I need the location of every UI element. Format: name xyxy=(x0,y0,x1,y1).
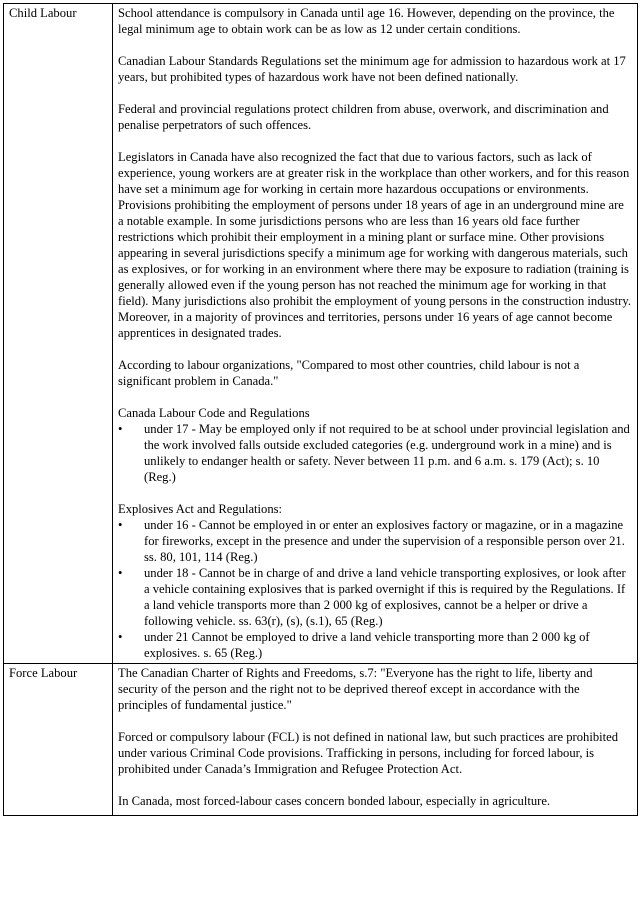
list-item-text: under 21 Cannot be employed to drive a land vehicle transporting more than 2 000 kg of explosives. s. 65 (Reg.) xyxy=(144,630,590,660)
paragraph-federal-provincial: Federal and provincial regulations protect children from abuse, overwork, and discrimination and penalise perpetrators of such offences. xyxy=(118,102,609,132)
paragraph-school-attendance: School attendance is compulsory in Canada until age 16. However, depending on the province, the legal minimum age to obtain work can be as low as 12 under certain conditions. xyxy=(118,6,615,36)
list-item xyxy=(118,565,632,629)
row-label-cell xyxy=(4,664,113,816)
table-row-child-labour xyxy=(4,4,638,664)
paragraph-standards-regulations: Canadian Labour Standards Regulations set the minimum age for admission to hazardous work at 17 years, but prohibited types of hazardous work have not been defined nationally. xyxy=(118,54,626,84)
explosives-act-list xyxy=(118,517,632,661)
row-content-cell xyxy=(113,664,638,816)
section-heading-explosives-act: Explosives Act and Regulations: xyxy=(118,502,283,516)
paragraph-hazardous-occupations: Legislators in Canada have also recognized the fact that due to various factors, such as lack of experience, young workers are at greater risk in the workplace than other workers, and for this reason have set a minimum age for working in certain more hazardous occupations or environments. Provisions prohibiting the employment of persons under 18 years of age in an underground mine are a notable example. In some jurisdictions persons who are less than 16 years old face further restrictions which prohibit their employment in a mining plant or surface mine. Other provisions appearing in several jurisdictions specify a minimum age for working with dangerous materials, such as explosives, or for working in an environment where there may be exposure to radiation (training is generally allowed even if the young person has not reached the minimum age for working in that field). Many jurisdictions also prohibit the employment of young persons in the construction industry. Moreover, in a majority of provinces and territories, persons under 16 years of age cannot become apprentices in designated trades. xyxy=(118,150,632,340)
labour-code-list xyxy=(118,421,632,485)
row-label: Child Labour xyxy=(9,6,77,20)
paragraph-charter-of-rights: The Canadian Charter of Rights and Freedoms, s.7: "Everyone has the right to life, liberty and security of the person and the right not to be deprived thereof except in accordance with the principles of fundamental justice." xyxy=(118,666,593,712)
legislation-table xyxy=(3,3,638,816)
row-label: Force Labour xyxy=(9,666,78,680)
section-heading-labour-code: Canada Labour Code and Regulations xyxy=(118,406,310,420)
list-item-text: under 17 - May be employed only if not required to be at school under provincial legislation and the work involved falls outside excluded categories (e.g. underground work in a mine) and is unlikely to endanger health or safety. Never between 11 p.m. and 6 a.m. s. 179 (Act); s. 10 (Reg.) xyxy=(144,422,630,484)
row-content-cell xyxy=(113,4,638,664)
table-row-force-labour xyxy=(4,664,638,816)
list-item xyxy=(118,517,632,565)
bullet-icon: • xyxy=(118,518,123,532)
bullet-icon: • xyxy=(118,630,123,644)
bullet-icon: • xyxy=(118,422,123,436)
paragraph-bonded-labour: In Canada, most forced-labour cases concern bonded labour, especially in agriculture. xyxy=(118,794,551,808)
bullet-icon: • xyxy=(118,566,123,580)
list-item-text: under 18 - Cannot be in charge of and drive a land vehicle transporting explosives, or look after a vehicle containing explosives that is parked overnight if this is required by the Regulations. If a land vehicle transports more than 2 000 kg of explosives, cannot be a helper or drive a following vehicle. ss. 63(r), (s), (s.1), 65 (Reg.) xyxy=(144,566,626,628)
paragraph-forced-labour-definition: Forced or compulsory labour (FCL) is not defined in national law, but such practices are prohibited under various Criminal Code provisions. Trafficking in persons, including for forced labour, is prohibited under Canada’s Immigration and Refugee Protection Act. xyxy=(118,730,619,776)
list-item xyxy=(118,421,632,485)
paragraph-labour-organizations: According to labour organizations, "Compared to most other countries, child labour is not a significant problem in Canada." xyxy=(118,358,580,388)
list-item-text: under 16 - Cannot be employed in or enter an explosives factory or magazine, or in a magazine for fireworks, except in the presence and under the supervision of a responsible person over 21. ss. 80, 101, 114 (Reg.) xyxy=(144,518,625,564)
list-item xyxy=(118,629,632,661)
row-label-cell xyxy=(4,4,113,664)
